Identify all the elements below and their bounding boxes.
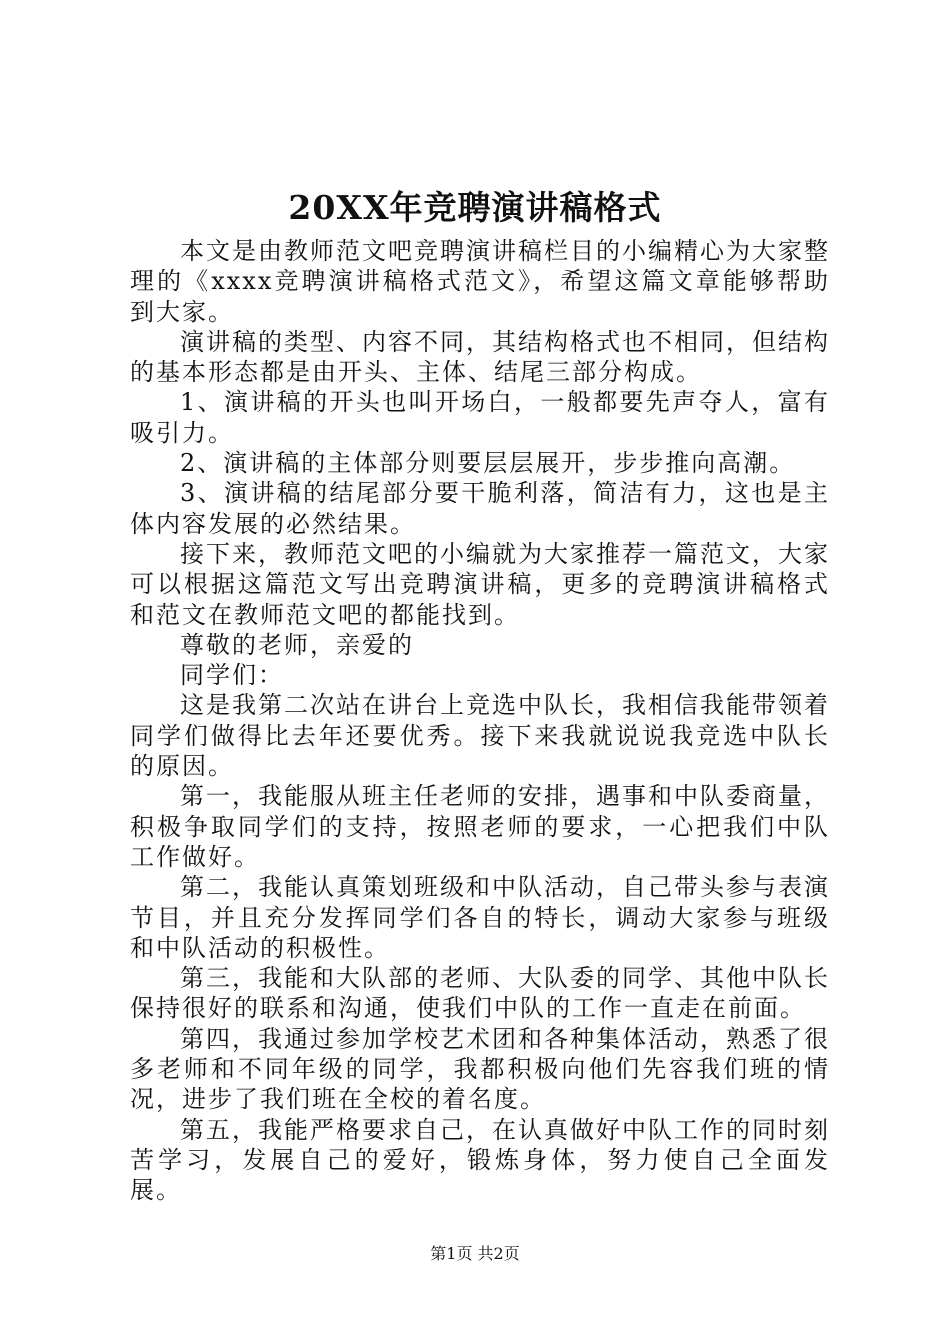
document-body: [130, 236, 830, 1206]
paragraph: 本文是由教师范文吧竞聘演讲稿栏目的小编精心为大家整理的《xxxx竞聘演讲稿格式范文》，希望这篇文章能够帮助到大家。: [130, 237, 830, 326]
paragraph: 第二，我能认真策划班级和中队活动，自己带头参与表演节目，并且充分发挥同学们各自的特长，调动大家参与班级和中队活动的积极性。: [130, 873, 830, 962]
paragraph: 2、演讲稿的主体部分则要层层展开，步步推向高潮。: [180, 449, 796, 478]
paragraph: 同学们：: [180, 661, 284, 690]
paragraph: 第一，我能服从班主任老师的安排，遇事和中队委商量，积极争取同学们的支持，按照老师的要求，一心把我们中队工作做好。: [130, 782, 830, 871]
paragraph: 这是我第二次站在讲台上竞选中队长，我相信我能带领着同学们做得比去年还要优秀。接下来我就说说我竞选中队长的原因。: [130, 691, 830, 781]
paragraph: 尊敬的老师，亲爱的: [180, 630, 414, 659]
paragraph: 1、演讲稿的开头也叫开场白，一般都要先声夺人，富有吸引力。: [130, 388, 830, 447]
paragraph: 接下来，教师范文吧的小编就为大家推荐一篇范文，大家可以根据这篇范文写出竞聘演讲稿，更多的竞聘演讲稿格式和范文在教师范文吧的都能找到。: [130, 539, 830, 629]
paragraph: 第五，我能严格要求自己，在认真做好中队工作的同时刻苦学习，发展自己的爱好，锻炼身体，努力使自己全面发展。: [130, 1115, 830, 1205]
page-footer: 第1页 共2页: [430, 1244, 520, 1263]
paragraph: 演讲稿的类型、内容不同，其结构格式也不相同，但结构的基本形态都是由开头、主体、结尾三部分构成。: [130, 327, 830, 387]
paragraph: 3、演讲稿的结尾部分要干脆利落，简洁有力，这也是主体内容发展的必然结果。: [130, 479, 830, 538]
document-title: 20XX年竞聘演讲稿格式: [288, 188, 662, 227]
paragraph: 第四，我通过参加学校艺术团和各种集体活动，熟悉了很多老师和不同年级的同学，我都积极向他们先容我们班的情况，进步了我们班在全校的着名度。: [130, 1024, 830, 1114]
paragraph: 第三，我能和大队部的老师、大队委的同学、其他中队长保持很好的联系和沟通，使我们中队的工作一直走在前面。: [130, 964, 830, 1023]
